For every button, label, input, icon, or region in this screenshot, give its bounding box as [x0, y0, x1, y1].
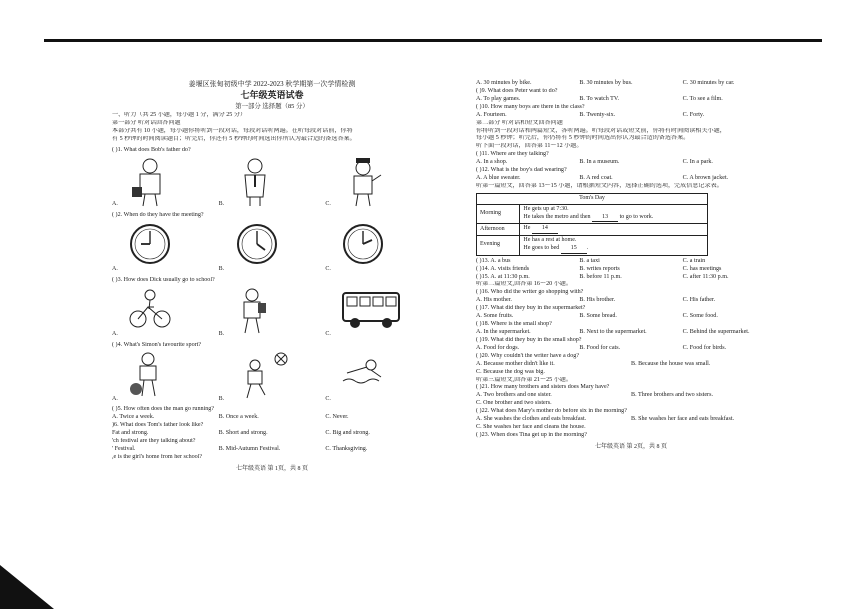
option-c: C. Because the dog was big. — [476, 368, 545, 375]
option-c-label: C. — [325, 330, 331, 337]
option-c-label: C. — [325, 395, 331, 402]
option-b: B. She washes her face and eats breakfast. — [631, 416, 735, 423]
q4-option-c — [325, 351, 432, 403]
scan-margin-bottom — [0, 565, 860, 609]
blank-13: 13 — [592, 214, 618, 223]
scan-border-line — [44, 39, 822, 42]
option-b: B. 30 minutes by bus. — [579, 80, 633, 86]
bicycle-icon — [128, 287, 172, 331]
q1-option-b — [219, 157, 326, 209]
question-12: ( )12. What is the boy's dad wearing? — [476, 167, 567, 174]
option-a: A. Some fruits. — [476, 313, 514, 320]
question-5: ( )5. How often does the man go running? — [112, 406, 215, 413]
q13-options — [476, 258, 786, 266]
detail-text: . — [586, 244, 589, 251]
option-a: A. Twice a week. — [112, 414, 155, 421]
q15-options — [476, 274, 786, 282]
question-21: ( )21. How many brothers and sisters does Mary have? — [476, 384, 610, 391]
instructions-line-2: 有 5 秒钟的时间阅读题目；听完后，你还有 5 秒钟的时间选出你所认为最合适的备选答案。 — [112, 135, 356, 142]
q22-options — [476, 416, 786, 424]
clock-icon — [341, 222, 385, 266]
option-b: B. Some bread. — [579, 313, 617, 320]
option-a-label: A. — [112, 395, 118, 402]
question-11: ( )11. Where are they talking? — [476, 151, 549, 158]
option-a: A. To play games. — [476, 95, 521, 102]
dialogue-prompt: 听下面一段对话，回答第 11～12 小题。 — [476, 143, 583, 150]
option-a: ' Festival. — [112, 446, 136, 453]
question-6: )6. What does Tom's father look like? — [112, 422, 204, 429]
detail-cell — [520, 224, 708, 236]
option-c: C. has meetings — [682, 265, 722, 272]
option-b: B. Next to the supermarket. — [579, 328, 647, 335]
option-c: C. In a park. — [682, 159, 713, 166]
bus-icon — [341, 287, 403, 331]
option-a: ( )13. A. a bus — [476, 257, 511, 264]
q5-options — [112, 414, 432, 422]
option-a: A. She washes the clothes and eats breakfast. — [476, 416, 587, 423]
question-9: ( )9. What does Peter want to do? — [476, 87, 558, 94]
swimmer-icon — [341, 351, 385, 391]
detail-line — [523, 245, 704, 254]
exam-title: 七年级英语试卷 — [240, 90, 304, 101]
q21-options — [476, 392, 786, 400]
option-b: B. Once a week. — [218, 414, 259, 421]
option-c: C. after 11:30 p.m. — [682, 273, 729, 280]
option-c: C. 30 minutes by car. — [682, 80, 735, 86]
option-b: B. In a museum. — [579, 159, 620, 166]
table-title: Tom's Day — [477, 193, 708, 204]
option-a: A. In a shop. — [476, 159, 508, 166]
q4-option-a — [112, 351, 219, 403]
option-b: B. His brother. — [579, 297, 616, 304]
option-c: C. Never. — [325, 414, 349, 421]
question-3: ( )3. How does Dick usually go to school? — [112, 276, 215, 283]
q17-options — [476, 313, 786, 321]
football-player-icon — [235, 351, 289, 399]
option-b: B. Three brothers and two sisters. — [631, 392, 713, 399]
option-c: C. She washes her face and cleans the house. — [476, 424, 586, 431]
option-c: C. Food for birds. — [682, 344, 727, 351]
option-b: B. a taxi — [579, 257, 600, 264]
option-a: A. Food for dogs. — [476, 344, 520, 351]
option-c: C. One brother and two sisters. — [476, 400, 552, 407]
detail-text: to go to work. — [619, 213, 654, 220]
option-a-label: A. — [112, 330, 118, 337]
question-18: ( )18. Where is the small shop? — [476, 321, 552, 328]
option-b-label: B. — [218, 330, 225, 337]
exam-page-2 — [476, 80, 786, 458]
question-10: ( )10. How many boys are there in the class? — [476, 103, 585, 110]
option-b: B. before 11 p.m. — [579, 273, 622, 280]
option-b: B. Twenty-six. — [579, 111, 616, 118]
option-b-label: B. — [218, 265, 225, 272]
question-22: ( )22. What does Mary's mother do before six in the morning? — [476, 408, 627, 415]
detail-line: He has a rest at home. — [523, 237, 577, 244]
q2-pictures — [112, 222, 432, 274]
q3-option-b — [219, 287, 326, 339]
instructions-line-1: 本部分共有 10 小题，每小题你将听到一段对话，每段对话听两遍。在听每段对话前，你将 — [112, 127, 353, 134]
q16-options — [476, 297, 786, 305]
period-cell: Afternoon — [477, 224, 520, 236]
q6-options — [112, 430, 432, 438]
detail-cell — [520, 204, 708, 224]
q10-options — [476, 112, 786, 120]
option-a: A. Two brothers and one sister. — [476, 392, 552, 399]
option-a: A. His mother. — [476, 297, 512, 304]
table-row — [477, 224, 708, 236]
option-c-label: C. — [325, 265, 331, 272]
q3-option-a — [112, 287, 219, 339]
cook-icon — [341, 157, 385, 207]
listening-heading: 一、听力（共 25 小题，每小题 1 分，满分 25 分） — [112, 112, 247, 119]
question-1: ( )1. What does Bob's father do? — [112, 146, 191, 153]
passage-1-prompt: 听第一篇短文，回答第 13～15 小题，请根据短文内容，选择正确的选项，完成信息记录表。 — [476, 182, 723, 189]
part-one-label: 第一部分 听对话回答问题 — [112, 120, 181, 127]
exam-page-1 — [112, 80, 432, 480]
passage-2-prompt: 听第二篇短文,回答第 16～20 小题。 — [476, 281, 572, 288]
office-worker-icon — [235, 157, 275, 207]
walking-student-icon — [235, 287, 269, 335]
basketball-player-icon — [128, 351, 168, 397]
option-a: A. 30 minutes by bike. — [476, 80, 532, 86]
question-23: ( )23. When does Tina get up in the morning? — [476, 431, 587, 438]
option-a: A. A blue sweater. — [476, 175, 521, 182]
page-footer: 七年级英语 第 1页，共 8 页 — [235, 465, 308, 472]
q2-option-a — [112, 222, 219, 274]
doctor-icon — [128, 157, 172, 207]
detail-cell — [520, 236, 708, 256]
option-a: A. Because mother didn't like it. — [476, 360, 555, 367]
question-17: ( )17. What did they buy in the supermarket? — [476, 305, 586, 312]
option-c: C. A brown jacket. — [682, 175, 729, 182]
option-a: A. In the supermarket. — [476, 328, 531, 335]
instructions-line-1: 你将听到一段对话和两篇短文，各听两遍。听每段对话或短文前，你将有时间阅读相关小题， — [476, 127, 726, 134]
clock-icon — [128, 222, 172, 266]
option-a: Fat and strong. — [112, 430, 149, 437]
option-b: B. Food for cats. — [579, 344, 621, 351]
option-b: B. Because the house was small. — [631, 360, 711, 367]
detail-line — [523, 214, 704, 223]
option-c: C. a train — [682, 257, 706, 264]
option-a: ( )14. A. visits friends — [476, 265, 530, 272]
q9-options — [476, 96, 786, 104]
question-19: ( )19. What did they buy in the small shop? — [476, 336, 582, 343]
q1-option-c — [325, 157, 432, 209]
option-b: B. Mid-Autumn Festival. — [218, 446, 281, 453]
school-header: 姜堰区张甸初级中学 2022-2023 秋学期第一次学情检测 — [188, 80, 356, 88]
option-c: C. His father. — [682, 297, 716, 304]
option-b-label: B. — [218, 200, 225, 207]
detail-text: He goes to bed — [523, 244, 560, 251]
q4-pictures — [112, 351, 432, 403]
detail-text: He — [523, 225, 531, 232]
option-b: B. To watch TV. — [579, 95, 620, 102]
question-20: ( )20. Why couldn't the writer have a dog? — [476, 352, 580, 359]
option-a-label: A. — [112, 265, 118, 272]
q1-option-a — [112, 157, 219, 209]
option-c: C. To see a film. — [682, 95, 723, 102]
clock-icon — [235, 222, 279, 266]
question-8: ,e is the girl's home from her school? — [112, 454, 203, 461]
option-c: C. Thanksgiving. — [325, 446, 368, 453]
scan-shadow — [0, 565, 54, 609]
blank-14: 14 — [532, 225, 558, 234]
question-16: ( )16. Who did the writer go shopping with? — [476, 289, 584, 296]
option-a-label: A. — [112, 200, 118, 207]
detail-text: He takes the metro and then — [523, 213, 591, 220]
page-footer: 七年级英语 第 2页，共 8 页 — [594, 443, 667, 450]
option-c: C. Some food. — [682, 313, 718, 320]
option-a: ( )15. A. at 11:30 p.m. — [476, 273, 530, 280]
period-cell: Morning — [477, 204, 520, 224]
scan-margin-top — [0, 0, 860, 40]
question-7: 'ch festival are they talking about? — [112, 438, 196, 445]
option-b: B. writes reports — [579, 265, 620, 272]
question-4: ( )4. What's Simon's favourite sport? — [112, 341, 202, 348]
q8-options — [476, 80, 786, 88]
q20-options — [476, 361, 786, 369]
part-two-label: 第二部分 听对话和短文回答问题 — [476, 119, 563, 126]
option-c: C. Forty. — [682, 111, 705, 118]
q11-options — [476, 159, 786, 167]
table-row — [477, 204, 708, 224]
option-c: C. Behind the supermarket. — [682, 328, 750, 335]
detail-line: He gets up at 7:30. — [523, 205, 569, 212]
q3-option-c — [325, 287, 432, 339]
part-one-title: 第一部分 选择题（85 分） — [235, 102, 309, 110]
q2-option-b — [219, 222, 326, 274]
q4-option-b — [219, 351, 326, 403]
period-cell: Evening — [477, 236, 520, 256]
q7-options — [112, 446, 432, 454]
blank-15: 15 — [561, 245, 587, 254]
passage-3-prompt: 听第三篇短文,回答第 21～25 小题。 — [476, 376, 572, 383]
option-c: C. Big and strong. — [325, 430, 370, 437]
q1-pictures — [112, 157, 432, 209]
option-b: B. A red coat. — [579, 175, 613, 182]
q12-options — [476, 175, 786, 183]
q14-options — [476, 266, 786, 274]
table-row — [477, 236, 708, 256]
instructions-line-2: 每小题 5 秒钟；听完后，你仍将有 5 秒钟的时间选出你认为最合适的备选答案。 — [476, 135, 690, 142]
option-c-label: C. — [325, 200, 331, 207]
question-2: ( )2. When do they have the meeting? — [112, 211, 204, 218]
info-table — [476, 193, 708, 256]
q2-option-c — [325, 222, 432, 274]
option-a: A. Fourteen. — [476, 111, 507, 118]
q19-options — [476, 345, 786, 353]
q3-pictures — [112, 287, 432, 339]
option-b-label: B. — [218, 395, 225, 402]
q18-options — [476, 329, 786, 337]
option-b: B. Short and strong. — [218, 430, 268, 437]
